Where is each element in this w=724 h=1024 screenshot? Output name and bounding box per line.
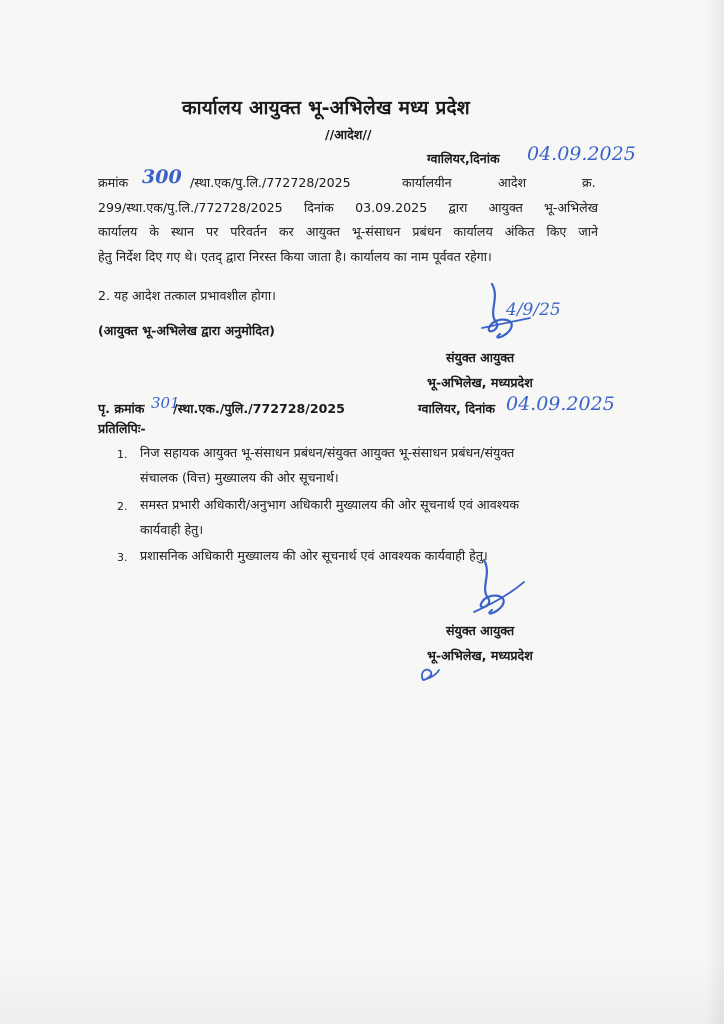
initials-mark	[417, 662, 443, 684]
order-para-line-4: हेतु निर्देश दिए गए थे। एतद् द्वारा निरस्त किया जाता है। कार्यालय का नाम पूर्ववत रहेगा।	[98, 249, 492, 264]
order-point-2: 2. यह आदेश तत्काल प्रभावशील होगा।	[98, 288, 276, 303]
order-para-line-3: कार्यालय के स्थान पर परिवर्तन कर आयुक्त भू-संसाधन प्रबंधन कार्यालय अंकित किए जाने	[98, 224, 598, 239]
signature-2-designation: संयुक्त आयुक्त	[446, 623, 515, 638]
signature-1-designation: संयुक्त आयुक्त	[446, 350, 515, 365]
copy-item-1-line-1: निज सहायक आयुक्त भू-संसाधन प्रबंधन/संयुक्त आयुक्त भू-संसाधन प्रबंधन/संयुक्त	[140, 445, 515, 460]
order-heading: //आदेश//	[325, 127, 372, 142]
handwritten-order-date: 04.09.2025	[527, 143, 636, 165]
copy-to-label: प्रतिलिपिः-	[98, 421, 146, 436]
copy-item-1-line-2: संचालक (वित्त) मुख्यालय की ओर सूचनार्थ।	[140, 470, 339, 485]
handwritten-order-number: 300	[142, 166, 182, 188]
endorsement-number-prefix: पृ. क्रमांक	[98, 401, 145, 416]
order-number-suffix: /स्था.एक/पु.लि./772728/2025	[190, 175, 351, 190]
copy-item-1-number: 1.	[117, 448, 128, 461]
order-para-line-2: 299/स्था.एक/पु.लि./772728/2025 दिनांक 03.09.2025 द्वारा आयुक्त भू-अभिलेख	[98, 200, 598, 215]
copy-item-2-line-2: कार्यवाही हेतु।	[140, 522, 204, 537]
order-para-word-office: कार्यालयीन	[402, 175, 452, 190]
order-para-word-number: क्र.	[582, 175, 596, 190]
endorsement-number-suffix: /स्था.एक./पुलि./772728/2025	[173, 401, 345, 416]
copy-item-2-number: 2.	[117, 500, 128, 513]
place-date-label: ग्वालियर,दिनांक	[427, 151, 500, 166]
signature-2-office: भू-अभिलेख, मध्यप्रदेश	[427, 648, 533, 663]
order-para-word-order: आदेश	[498, 175, 527, 190]
copy-item-3-line-1: प्रशासनिक अधिकारी मुख्यालय की ओर सूचनार्थ एवं आवश्यक कार्यवाही हेतु।	[140, 548, 488, 563]
scan-bottom-shadow	[0, 954, 724, 1024]
signature-2-scribble	[458, 556, 538, 628]
handwritten-endorsement-date: 04.09.2025	[506, 393, 615, 415]
scan-edge-shadow	[706, 0, 724, 1024]
order-number-prefix: क्रमांक	[98, 175, 129, 190]
handwritten-endorsement-number: 301	[151, 394, 180, 412]
office-title: कार्यालय आयुक्त भू-अभिलेख मध्य प्रदेश	[182, 97, 470, 119]
signature-1-handwritten-date: 4/9/25	[506, 300, 561, 320]
copy-item-3-number: 3.	[117, 551, 128, 564]
endorsement-place-date-label: ग्वालियर, दिनांक	[418, 401, 496, 416]
approval-note: (आयुक्त भू-अभिलेख द्वारा अनुमोदित)	[98, 323, 275, 338]
signature-1-office: भू-अभिलेख, मध्यप्रदेश	[427, 375, 533, 390]
copy-item-2-line-1: समस्त प्रभारी अधिकारी/अनुभाग अधिकारी मुख्यालय की ओर सूचनार्थ एवं आवश्यक	[140, 497, 520, 512]
